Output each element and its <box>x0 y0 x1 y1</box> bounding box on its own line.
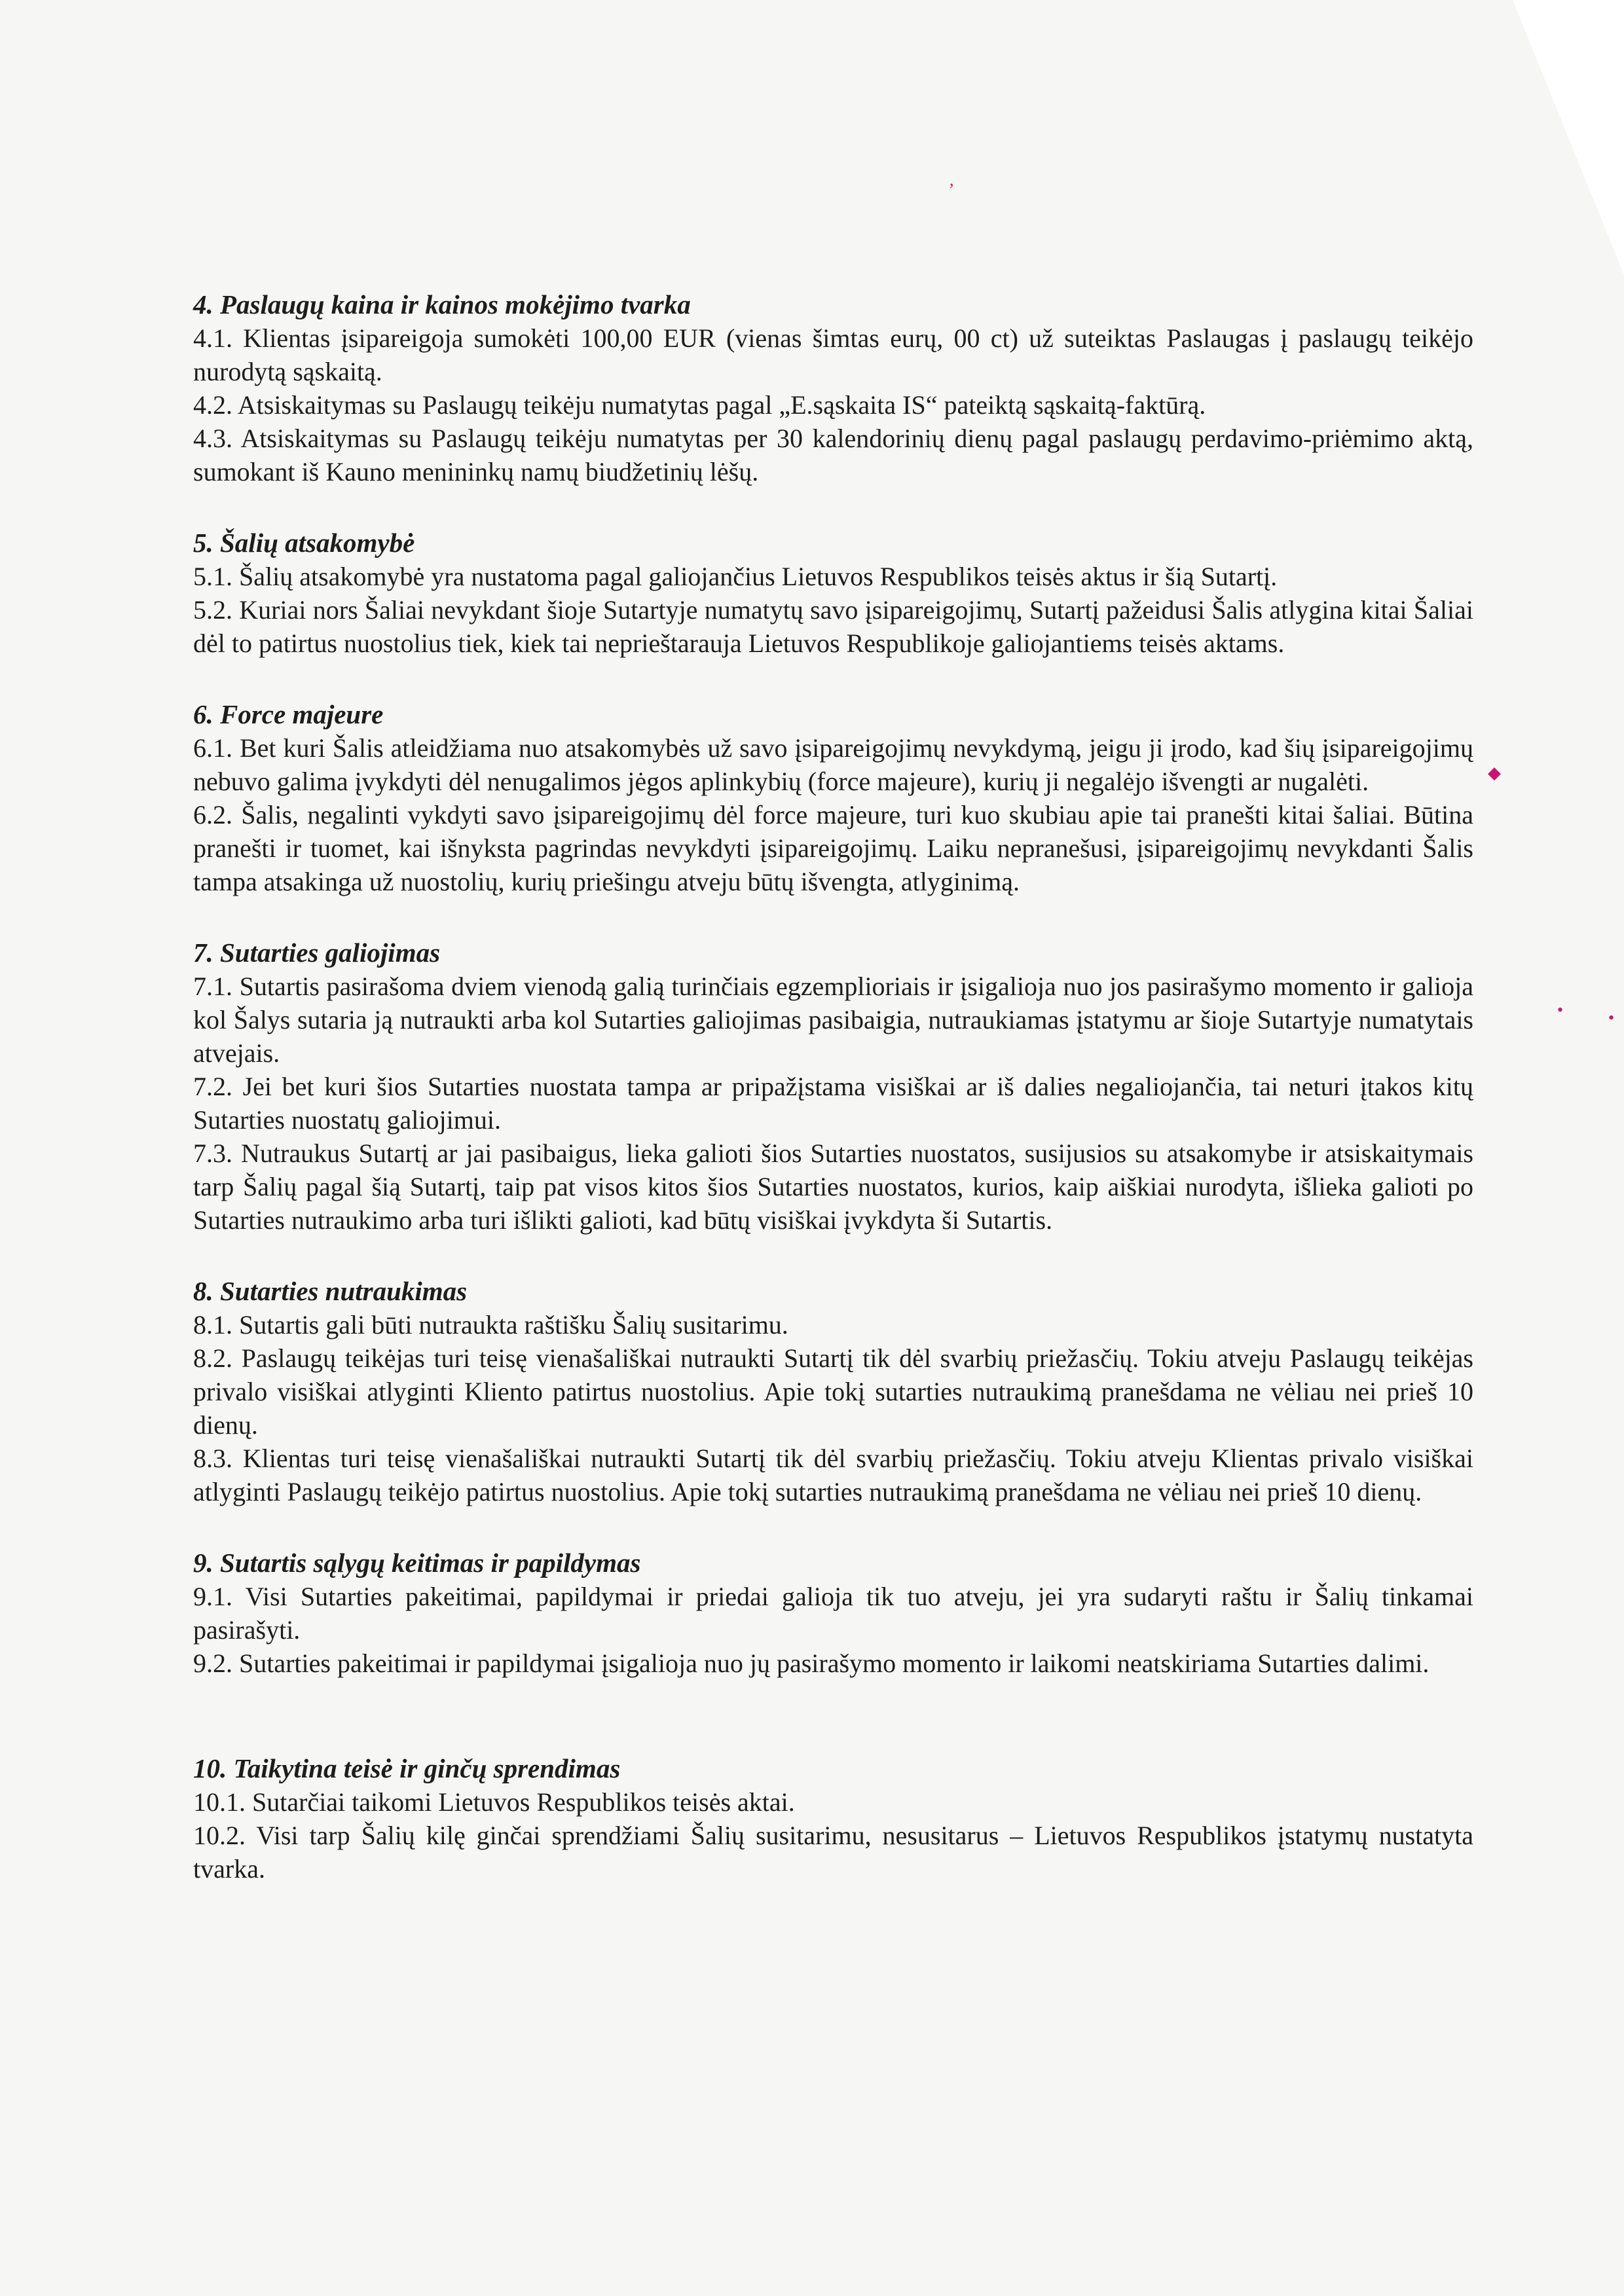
clause-4-1: 4.1. Klientas įsipareigoja sumokėti 100,00 EUR (vienas šimtas eurų, 00 ct) už suteiktas Paslaugas į paslaugų teikėjo nurodytą sąskaitą. <box>193 323 1473 386</box>
clause-5-1: 5.1. Šalių atsakomybė yra nustatoma pagal galiojančius Lietuvos Respublikos teisės aktus ir šią Sutartį. <box>193 562 1278 591</box>
section-heading: 6. Force majeure <box>193 699 384 729</box>
clause-9-2: 9.2. Sutarties pakeitimai ir papildymai įsigalioja nuo jų pasirašymo momento ir laikomi neatskiriama Sutarties dalimi. <box>193 1649 1430 1678</box>
section-validity <box>193 936 1473 1237</box>
clause-10-1: 10.1. Sutarčiai taikomi Lietuvos Respublikos teisės aktai. <box>193 1787 795 1817</box>
clause-4-2: 4.2. Atsiskaitymas su Paslaugų teikėju numatytas pagal „E.sąskaita IS“ pateiktą sąskaitą-faktūrą. <box>193 390 1206 420</box>
clause-4-3: 4.3. Atsiskaitymas su Paslaugų teikėju numatytas per 30 kalendorinių dienų pagal paslaugų perdavimo-priėmimo aktą, sumokant iš Kauno menininkų namų biudžetinių lėšų. <box>193 424 1473 486</box>
document-body <box>193 288 1473 1923</box>
ink-speck: , <box>950 170 954 189</box>
clause-8-2: 8.2. Paslaugų teikėjas turi teisę vienašališkai nutraukti Sutartį tik dėl svarbių priežasčių. Tokiu atveju Paslaugų teikėjas privalo visiškai atlyginti Kliento patirtus nuostolius. Apie tokį sutarties nutraukimą pranešdama ne vėliau nei prieš 10 dienų. <box>193 1343 1473 1440</box>
clause-6-2: 6.2. Šalis, negalinti vykdyti savo įsipareigojimų dėl force majeure, turi kuo skubiau apie tai pranešti kitai šaliai. Būtina pranešti ir tuomet, kai išnyksta pagrindas nevykdyti įsipareigojimų. Laiku nepranešusi, įsipareigojimų nevykdanti Šalis tampa atsakinga už nuostolių, kurių priešingu atveju būtų išvengta, atlyginimą. <box>193 800 1473 896</box>
clause-7-1: 7.1. Sutartis pasirašoma dviem vienodą galią turinčiais egzemplioriais ir įsigalioja nuo jos pasirašymo momento ir galioja kol Šalys sutaria ją nutraukti arba kol Sutarties galiojimas pasibaigia, nutraukiamas įstatymu ar šioje Sutartyje numatytais atvejais. <box>193 972 1473 1068</box>
section-amendments <box>193 1546 1473 1680</box>
clause-8-3: 8.3. Klientas turi teisę vienašališkai nutraukti Sutartį tik dėl svarbių priežasčių. Tokiu atveju Klientas privalo visiškai atlyginti Paslaugų teikėjo patirtus nuostolius. Apie tokį sutarties nutraukimą pranešdama ne vėliau nei prieš 10 dienų. <box>193 1444 1473 1506</box>
section-termination <box>193 1275 1473 1508</box>
clause-8-1: 8.1. Sutartis gali būti nutraukta raštišku Šalių susitarimu. <box>193 1310 788 1339</box>
section-applicable-law <box>193 1752 1473 1886</box>
section-force-majeure <box>193 698 1473 898</box>
clause-7-2: 7.2. Jei bet kuri šios Sutarties nuostata tampa ar pripažįstama visiškai ar iš dalies negaliojančia, tai neturi įtakos kitų Sutarties nuostatų galiojimui. <box>193 1072 1473 1135</box>
ink-speck: ◆ <box>1488 763 1501 782</box>
clause-10-2: 10.2. Visi tarp Šalių kilę ginčai sprendžiami Šalių susitarimu, nesusitarus – Lietuvos Respublikos įstatymų nustatyta tvarka. <box>193 1821 1473 1884</box>
section-heading: 4. Paslaugų kaina ir kainos mokėjimo tvarka <box>193 289 691 319</box>
clause-9-1: 9.1. Visi Sutarties pakeitimai, papildymai ir priedai galioja tik tuo atveju, jei yra sudaryti raštu ir Šalių tinkamai pasirašyti. <box>193 1582 1473 1645</box>
ink-speck: • <box>1557 1000 1564 1019</box>
section-heading: 10. Taikytina teisė ir ginčų sprendimas <box>193 1753 621 1783</box>
section-heading: 5. Šalių atsakomybė <box>193 528 415 558</box>
spacer <box>193 1718 1473 1752</box>
section-liability <box>193 526 1473 660</box>
folded-corner <box>1513 0 1624 275</box>
section-payment <box>193 288 1473 488</box>
ink-speck: • <box>1608 1008 1615 1027</box>
clause-6-1: 6.1. Bet kuri Šalis atleidžiama nuo atsakomybės už savo įsipareigojimų nevykdymą, jeigu ji įrodo, kad šių įsipareigojimų nebuvo galima įvykdyti dėl nenugalimos jėgos aplinkybių (force majeure), kurių ji negalėjo išvengti ar nugalėti. <box>193 733 1473 796</box>
clause-7-3: 7.3. Nutraukus Sutartį ar jai pasibaigus, lieka galioti šios Sutarties nuostatos, susijusios su atsakomybe ir atsiskaitymais tarp Šalių pagal šią Sutartį, taip pat visos kitos šios Sutarties nuostatos, kurios, kaip aiškiai nurodyta, išlieka galioti po Sutarties nutraukimo arba turi išlikti galioti, kad būtų visiškai įvykdyta ši Sutartis. <box>193 1139 1473 1235</box>
section-heading: 7. Sutarties galiojimas <box>193 938 441 968</box>
clause-5-2: 5.2. Kuriai nors Šaliai nevykdant šioje Sutartyje numatytų savo įsipareigojimų, Sutartį pažeidusi Šalis atlygina kitai Šaliai dėl to patirtus nuostolius tiek, kiek tai neprieštarauja Lietuvos Respublikoje galiojantiems teisės aktams. <box>193 595 1473 658</box>
section-heading: 8. Sutarties nutraukimas <box>193 1276 468 1306</box>
section-heading: 9. Sutartis sąlygų keitimas ir papildymas <box>193 1548 641 1578</box>
